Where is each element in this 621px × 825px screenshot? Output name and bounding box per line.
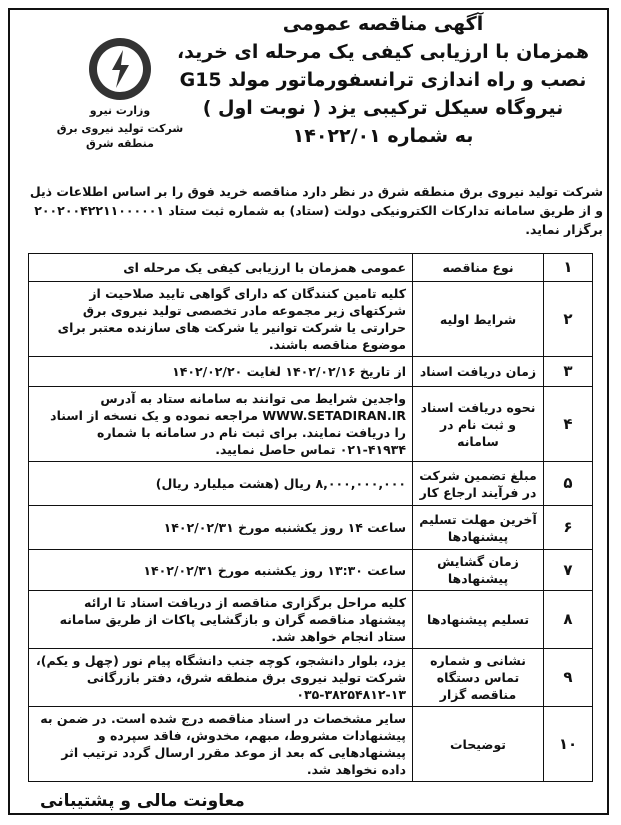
table-row — [29, 550, 593, 591]
row-value: عمومی همزمان با ارزیابی کیفی یک مرحله ای — [29, 254, 413, 282]
table-row — [29, 707, 593, 782]
power-company-logo-icon — [89, 38, 151, 100]
row-label: توضیحات — [413, 707, 544, 782]
table-row — [29, 254, 593, 282]
tender-details-table — [28, 253, 593, 782]
row-number: ۷ — [544, 550, 593, 591]
title-line-3: نصب و راه اندازی ترانسفورماتور مولد G15 — [179, 69, 587, 91]
row-number: ۵ — [544, 462, 593, 506]
row-value: ۸,۰۰۰,۰۰۰,۰۰۰ ریال (هشت میلیارد ریال) — [29, 462, 413, 506]
row-number: ۴ — [544, 387, 593, 462]
row-label: آخرین مهلت تسلیم پیشنهادها — [413, 506, 544, 550]
footer-signature: معاونت مالی و پشتیبانی — [40, 791, 245, 811]
row-value: ساعت ۱۴ روز یکشنبه مورخ ۱۴۰۲/۰۲/۳۱ — [29, 506, 413, 550]
row-number: ۸ — [544, 591, 593, 649]
row-value: واجدین شرایط می توانند به سامانه ستاد به آدرس WWW.SETADIRAN.IR مراجعه نموده و یک نسخه از اسناد را دریافت نمایند. برای ثبت نام در سامانه با شماره ۴۱۹۳۴-۰۲۱ تماس حاصل نمایید. — [29, 387, 413, 462]
row-number: ۲ — [544, 282, 593, 357]
header — [10, 10, 611, 180]
table-row — [29, 387, 593, 462]
row-number: ۳ — [544, 357, 593, 387]
table-row — [29, 462, 593, 506]
row-label: شرایط اولیه — [413, 282, 544, 357]
company-logo — [40, 38, 200, 151]
title-line-1: آگهی مناقصه عمومی — [282, 13, 484, 35]
table-row — [29, 282, 593, 357]
row-number: ۱ — [544, 254, 593, 282]
row-value: کلیه مراحل برگزاری مناقصه از دریافت اسناد تا ارائه پیشنهاد مناقصه گران و بازگشایی پاکات از طریق سامانه ستاد انجام خواهد شد. — [29, 591, 413, 649]
table-row — [29, 506, 593, 550]
row-value: از تاریخ ۱۴۰۲/۰۲/۱۶ لغایت ۱۴۰۲/۰۲/۲۰ — [29, 357, 413, 387]
row-number: ۱۰ — [544, 707, 593, 782]
row-label: نوع مناقصه — [413, 254, 544, 282]
row-number: ۹ — [544, 649, 593, 707]
company-name: شرکت تولید نیروی برق منطقه شرق — [56, 122, 184, 150]
row-label: نشانی و شماره تماس دستگاه مناقصه گزار — [413, 649, 544, 707]
row-label: مبلغ تضمین شرکت در فرآیند ارجاع کار — [413, 462, 544, 506]
title-line-2: همزمان با ارزیابی کیفی یک مرحله ای خرید، — [176, 41, 590, 63]
table-row — [29, 591, 593, 649]
row-number: ۶ — [544, 506, 593, 550]
title-block — [173, 10, 593, 150]
row-value: یزد، بلوار دانشجو، کوچه جنب دانشگاه پیام نور (چهل و یکم)، شرکت تولید نیروی برق منطقه شرق، دفتر بازرگانی ۱۳-۳۸۲۵۴۸۱۲-۰۳۵ — [29, 649, 413, 707]
title-line-4: نیروگاه سیکل ترکیبی یزد ( نوبت اول ) — [202, 97, 564, 119]
row-label: تسلیم پیشنهادها — [413, 591, 544, 649]
row-value: کلیه تامین کنندگان که دارای گواهی تایید صلاحیت از شرکتهای زیر مجموعه مادر تخصصی تولید نیروی برق حرارتی یا شرکت توانیر یا شرکت های سازنده معتبر برای موضوع مناقصه باشند. — [29, 282, 413, 357]
row-label: نحوه دریافت اسناد و ثبت نام در سامانه — [413, 387, 544, 462]
row-label: زمان گشایش پیشنهادها — [413, 550, 544, 591]
ministry-label: وزارت نیرو — [89, 104, 151, 117]
table-row — [29, 357, 593, 387]
row-value: سایر مشخصات در اسناد مناقصه درج شده است. در ضمن به پیشنهادات مشروط، مبهم، مخدوش، فاقد سپرده و پیشنهادهایی که بعد از موعد مقرر ارسال گردد ترتیب اثر داده نخواهد شد. — [29, 707, 413, 782]
row-value: ساعت ۱۳:۳۰ روز یکشنبه مورخ ۱۴۰۲/۰۲/۳۱ — [29, 550, 413, 591]
table-row — [29, 649, 593, 707]
title-line-5: به شماره ۱۴۰۲۲/۰۱ — [292, 125, 474, 147]
intro-paragraph: شرکت تولید نیروی برق منطقه شرق در نظر دارد مناقصه خرید فوق را بر اساس اطلاعات ذیل و از طریق سامانه تدارکات الکترونیکی دولت (ستاد) به شماره ثبت ستاد ۲۰۰۲۰۰۴۲۲۱۱۰۰۰۰۰۱ برگزار نماید. — [29, 184, 603, 237]
row-label: زمان دریافت اسناد — [413, 357, 544, 387]
